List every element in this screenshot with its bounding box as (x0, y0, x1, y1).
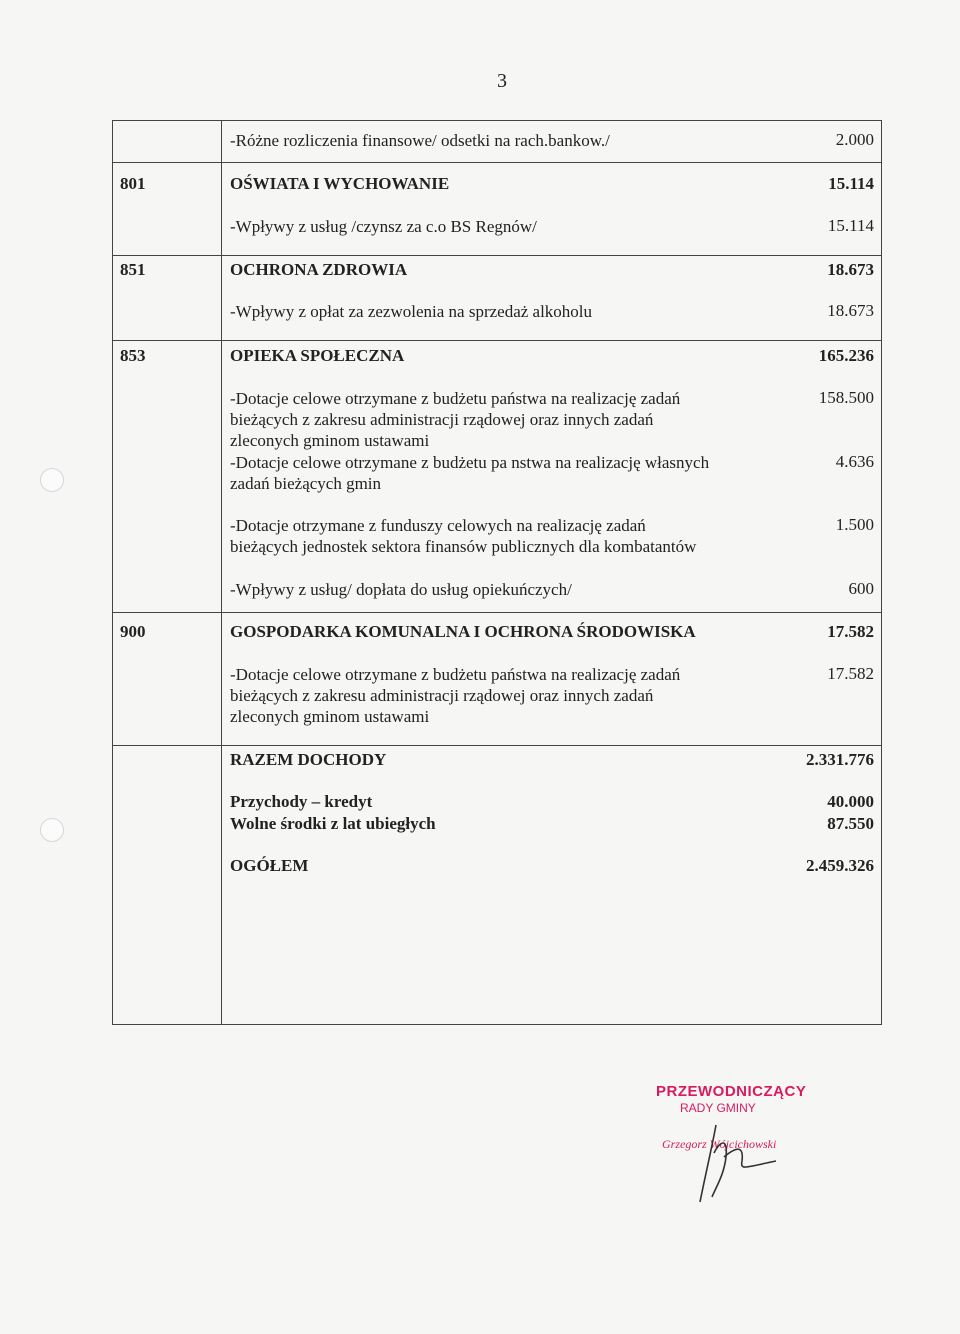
section-amount: 15.114 (828, 174, 874, 193)
table-row-amount: 158.500 (818, 388, 874, 407)
section-code: 900 (120, 622, 146, 641)
table-row-text (230, 515, 696, 557)
text-line: bieżących z zakresu administracji rządowej oraz innych zadań (230, 686, 654, 705)
revenue-credit-label: Przychody – kredyt (230, 792, 373, 811)
row-divider (112, 255, 882, 256)
table-row-amount: 2.000 (835, 130, 874, 149)
section-amount: 165.236 (818, 346, 874, 365)
section-code: 853 (120, 346, 146, 365)
row-divider (112, 162, 882, 163)
table-row-amount: 600 (848, 579, 874, 598)
total-income-amount: 2.331.776 (806, 750, 874, 769)
total-income-label: RAZEM DOCHODY (230, 750, 387, 769)
text-line: bieżących z zakresu administracji rządowej oraz innych zadań (230, 410, 654, 429)
text-line: -Dotacje celowe otrzymane z budżetu państwa na realizację zadań (230, 389, 681, 408)
signature-icon (686, 1117, 786, 1207)
punch-hole (40, 818, 64, 842)
free-funds-amount: 87.550 (827, 814, 874, 833)
table-row-amount: 4.636 (835, 452, 874, 471)
section-heading: GOSPODARKA KOMUNALNA I OCHRONA ŚRODOWISKA (230, 622, 696, 641)
grand-total-amount: 2.459.326 (806, 856, 874, 875)
revenue-credit-amount: 40.000 (827, 792, 874, 811)
section-amount: 18.673 (827, 260, 874, 279)
table-row-text (230, 452, 709, 494)
text-line: zleconych gminom ustawami (230, 431, 430, 450)
row-divider (112, 745, 882, 746)
text-line: zadań bieżących gmin (230, 474, 382, 493)
table-row-amount: 1.500 (835, 515, 874, 534)
stamp-subtitle: RADY GMINY (680, 1101, 756, 1115)
table-row-text: -Wpływy z opłat za zezwolenia na sprzedaż alkoholu (230, 302, 593, 321)
page-number: 3 (497, 70, 507, 92)
section-heading: OCHRONA ZDROWIA (230, 260, 408, 279)
section-code: 851 (120, 260, 146, 279)
grand-total-label: OGÓŁEM (230, 856, 309, 875)
table-row-text (230, 664, 680, 727)
text-line: -Dotacje celowe otrzymane z budżetu pa nstwa na realizację własnych (230, 453, 710, 472)
stamp-title: PRZEWODNICZĄCY (656, 1083, 807, 1100)
section-heading: OPIEKA SPOŁECZNA (230, 346, 405, 365)
stamp-name: Grzegorz Wójcichowski (662, 1137, 777, 1151)
text-line: -Dotacje celowe otrzymane z budżetu państwa na realizację zadań (230, 665, 681, 684)
row-divider (112, 340, 882, 341)
row-divider (112, 612, 882, 613)
table-row-amount: 18.673 (827, 301, 874, 320)
section-amount: 17.582 (827, 622, 874, 641)
section-heading: OŚWIATA I WYCHOWANIE (230, 174, 450, 193)
punch-hole (40, 468, 64, 492)
table-row-text (230, 388, 680, 451)
table-row-amount: 17.582 (827, 664, 874, 683)
text-line: zleconych gminom ustawami (230, 707, 430, 726)
free-funds-label: Wolne środki z lat ubiegłych (230, 814, 436, 833)
table-row-text: -Różne rozliczenia finansowe/ odsetki na rach.bankow./ (230, 131, 610, 150)
text-line: bieżących jednostek sektora finansów publicznych dla kombatantów (230, 537, 697, 556)
table-row-amount: 15.114 (827, 216, 874, 235)
section-code: 801 (120, 174, 146, 193)
table-row-text: -Wpływy z usług /czynsz za c.o BS Regnów/ (230, 217, 537, 236)
text-line: -Dotacje otrzymane z funduszy celowych na realizację zadań (230, 516, 646, 535)
table-row-text: -Wpływy z usług/ dopłata do usług opiekuńczych/ (230, 580, 572, 599)
